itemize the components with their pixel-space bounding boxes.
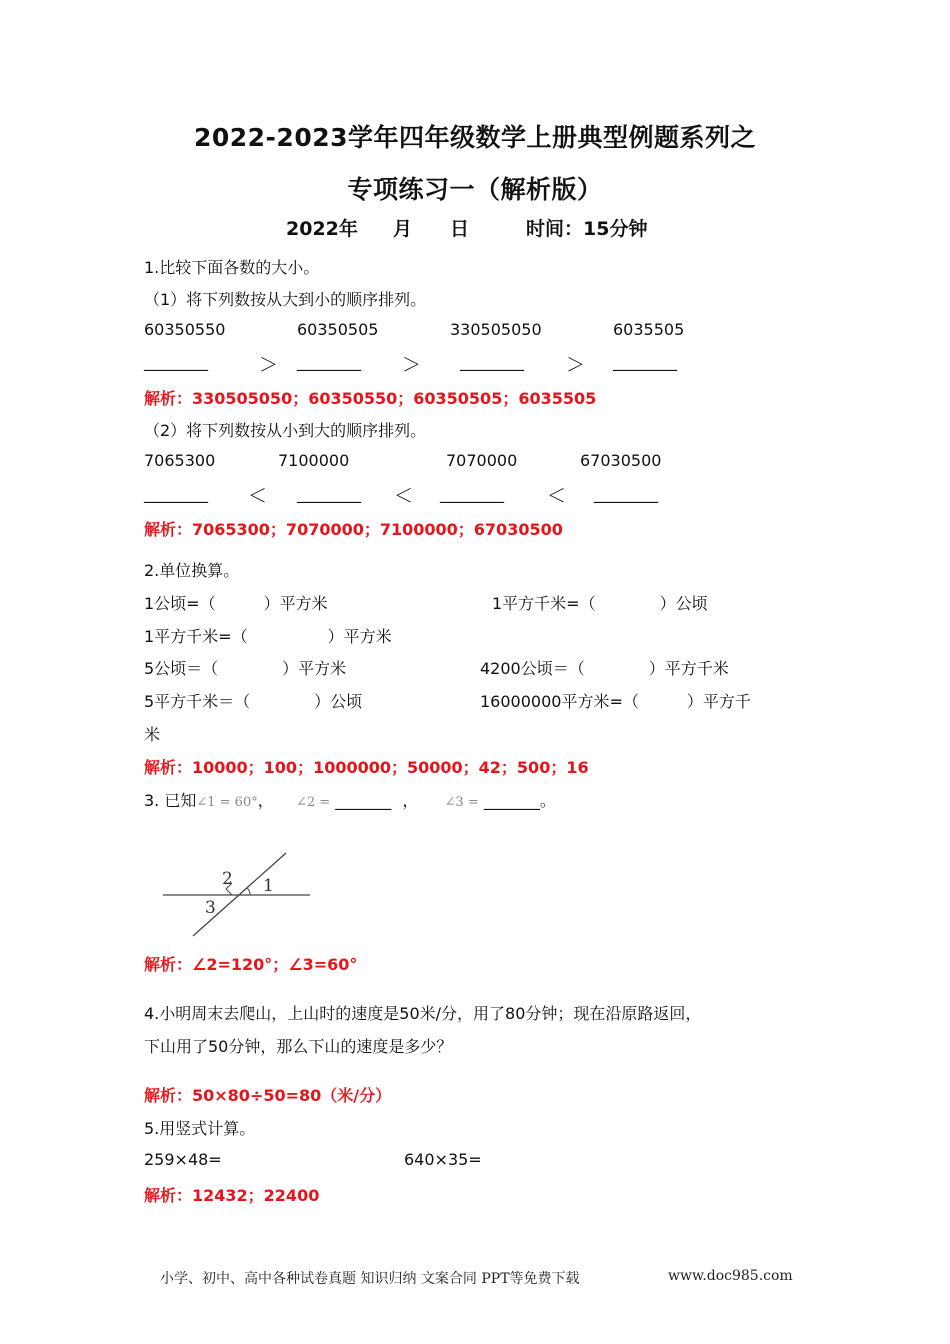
footer-text: 小学、初中、高中各种试卷真题 知识归纳 文案合同 PPT等免费下载 [160,1271,580,1287]
q3-stem [144,788,556,811]
q3-comma-2: ， [402,791,419,810]
q5-expr2: 640×35= [404,1150,482,1169]
angle-label-3: 3 [205,898,216,918]
q1-stem: 1.比较下面各数的大小。 [144,258,320,277]
angle-label-1: 1 [263,876,274,896]
intersecting-lines-figure [160,848,315,940]
q5-answer: 解析：12432；22400 [144,1186,320,1205]
q3-prefix: 3. 已知 [144,791,197,810]
q1-part1-prompt: （1）将下列数按从大到小的顺序排列。 [144,290,427,309]
q1-part1-number: 60350550 [144,320,226,339]
less-than-symbol: ＜ [547,485,567,507]
q2-row: 16000000平方米=（ ）平方千 [480,692,751,711]
q3-given-angle: ∠1 = 60° [196,795,258,810]
q1-part1-number: 6035505 [613,320,685,339]
info-year: 2022年 [286,218,358,240]
q5-expr1: 259×48= [144,1150,222,1169]
less-than-symbol: ＜ [248,485,268,507]
q2-stem: 2.单位换算。 [144,561,240,580]
q1-part2-blank[interactable]: ________ [440,484,504,503]
q1-part1-blank[interactable]: ________ [460,352,524,371]
q2-row-wrap: 米 [144,725,161,744]
q1-part2-number: 67030500 [580,451,662,470]
q4-line1: 4.小明周末去爬山，上山时的速度是50米/分，用了80分钟；现在沿原路返回， [144,1004,702,1023]
angle-label-2: 2 [222,869,233,889]
q3-period: 。 [539,791,556,810]
q1-part1-number: 330505050 [450,320,542,339]
q1-part2-blank[interactable]: ________ [144,484,208,503]
angle1-arc [247,888,250,895]
q1-part1-blank[interactable]: ________ [613,352,677,371]
q1-part1-number: 60350505 [297,320,379,339]
info-day: 日 [450,218,470,240]
q3-angle2-label: ∠2 = [295,795,331,810]
q1-part2-blank[interactable]: ________ [594,484,658,503]
q2-row: 5平方千米＝（ ）公顷 [144,692,363,711]
footer-link[interactable]: www.doc985.com [668,1268,793,1284]
q2-row: 4200公顷＝（ ）平方千米 [480,659,729,678]
q1-part1-blank[interactable]: ________ [297,352,361,371]
greater-than-symbol: ＞ [566,354,586,376]
q1-part2-number: 7065300 [144,451,216,470]
q1-part2-number: 7100000 [278,451,350,470]
info-time: 时间：15分钟 [526,218,648,240]
q1-part2-number: 7070000 [446,451,518,470]
greater-than-symbol: ＞ [259,354,279,376]
q3-angle3-blank[interactable]: _______ [483,791,540,810]
q2-answer: 解析：10000；100；1000000；50000；42；500；16 [144,758,589,777]
q1-part2-prompt: （2）将下列数按从小到大的顺序排列。 [144,421,427,440]
q4-answer: 解析：50×80÷50=80（米/分） [144,1086,392,1105]
less-than-symbol: ＜ [394,485,414,507]
info-month: 月 [393,218,413,240]
page-subtitle: 专项练习一（解析版） [347,175,603,204]
greater-than-symbol: ＞ [402,354,422,376]
q4-line2: 下山用了50分钟，那么下山的速度是多少？ [144,1037,453,1056]
q1-part1-answer: 解析：330505050；60350550；60350505；6035505 [144,389,597,408]
q5-stem: 5.用竖式计算。 [144,1119,256,1138]
q2-row: 5公顷＝（ ）平方米 [144,659,347,678]
q2-row: 1平方千米=（ ）公顷 [492,594,708,613]
q3-answer: 解析：∠2=120°；∠3=60° [144,955,358,974]
q2-row: 1公顷=（ ）平方米 [144,594,328,613]
page-title: 2022-2023学年四年级数学上册典型例题系列之 [193,123,757,152]
q3-angle3-label: ∠3 = [444,795,479,810]
q2-row: 1平方千米=（ ）平方米 [144,627,392,646]
q1-part1-blank[interactable]: ________ [144,352,208,371]
q3-angle2-blank[interactable]: _______ [335,791,392,810]
q1-part2-blank[interactable]: ________ [297,484,361,503]
q1-part2-answer: 解析：7065300；7070000；7100000；67030500 [144,520,563,539]
q3-comma: ， [257,791,274,810]
